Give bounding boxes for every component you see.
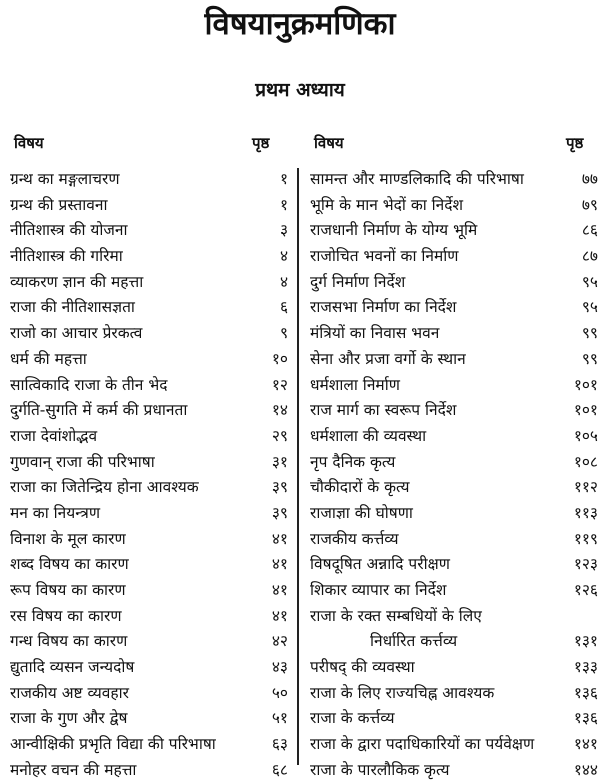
toc-entry — [310, 373, 598, 399]
entry-subject: विनाश के मूल कारण — [10, 529, 126, 548]
entry-page: १ — [279, 195, 288, 214]
entry-page: ९५ — [581, 298, 598, 317]
entry-page: ९५ — [581, 272, 598, 291]
entry-subject: राजा के लिए राज्यचिह्न आवश्यक — [310, 683, 495, 702]
entry-page: १२३ — [573, 555, 598, 574]
toc-entry — [10, 321, 288, 347]
entry-subject: सामन्त और माण्डलिकादि की परिभाषा — [310, 170, 524, 188]
toc-entry — [310, 732, 598, 758]
entry-subject: सात्विकादि राजा के तीन भेद — [10, 375, 168, 394]
entry-page: ७९ — [581, 195, 598, 214]
toc-entry — [10, 347, 288, 373]
toc-entry — [310, 295, 598, 321]
entry-subject: राजधानी निर्माण के योग्य भूमि — [310, 221, 478, 240]
toc-entry — [10, 655, 288, 681]
entry-subject: नृप दैनिक कृत्य — [310, 452, 396, 471]
toc-entry — [310, 604, 598, 630]
toc-entry — [10, 270, 288, 296]
entry-page: १२ — [271, 375, 288, 394]
column-divider — [297, 168, 299, 765]
entry-subject-continued: निर्धारित कर्त्तव्य — [370, 632, 458, 651]
entry-page: ४ — [279, 247, 288, 266]
toc-entry — [310, 552, 598, 578]
toc-entry — [10, 706, 288, 732]
entry-page: ९ — [279, 324, 288, 343]
entry-page: ३१ — [271, 452, 288, 471]
entry-subject: राजा का जितेन्द्रिय होना आवश्यक — [10, 478, 199, 497]
entry-subject: राजा के रक्त सम्बधियों के लिए — [310, 606, 482, 625]
toc-entry — [310, 244, 598, 270]
entry-subject: भूमि के मान भेदों का निर्देश — [310, 195, 464, 214]
entry-subject: गुणवान् राजा की परिभाषा — [10, 452, 155, 471]
entry-page: १०५ — [573, 426, 598, 445]
entry-subject: राजकीय कर्त्तव्य — [310, 529, 399, 548]
toc-entry — [310, 681, 598, 707]
entry-subject: शब्द विषय का कारण — [10, 555, 129, 574]
entry-subject: राजो का आचार प्रेरकत्व — [10, 324, 143, 343]
left-subject-header: विषय — [14, 134, 44, 152]
entry-page: ९९ — [581, 324, 598, 343]
entry-page: ४ — [279, 272, 288, 291]
toc-entry — [10, 629, 288, 655]
entry-subject: नीतिशास्त्र की गरिमा — [10, 247, 123, 266]
entry-page: ८६ — [581, 221, 598, 240]
toc-entry — [10, 295, 288, 321]
entry-subject: दुर्ग निर्माण निर्देश — [310, 272, 406, 291]
entry-subject: धर्मशाला निर्माण — [310, 375, 400, 394]
toc-entry — [10, 373, 288, 399]
entry-page: १३६ — [573, 683, 598, 702]
entry-page: ६८ — [271, 760, 288, 779]
entry-subject: धर्म की महत्ता — [10, 349, 87, 368]
entry-subject: रूप विषय का कारण — [10, 581, 126, 599]
entry-subject: राजा के कर्त्तव्य — [310, 709, 395, 728]
toc-entry — [310, 193, 598, 219]
toc-entry — [10, 424, 288, 450]
entry-page: १ — [279, 170, 288, 188]
entry-page: ४१ — [271, 555, 288, 574]
toc-entry — [310, 167, 598, 193]
entry-subject: गन्ध विषय का कारण — [10, 632, 128, 651]
toc-entry-continued — [310, 629, 598, 655]
toc-entry — [310, 475, 598, 501]
entry-page: १०१ — [573, 375, 598, 394]
entry-subject: राजा के गुण और द्वेष — [10, 709, 128, 728]
entry-page: ६३ — [271, 735, 288, 754]
entry-subject: शिकार व्यापार का निर्देश — [310, 581, 447, 599]
entry-page: ४१ — [271, 606, 288, 625]
left-page-header: पृष्ठ — [252, 134, 270, 152]
toc-entry — [10, 167, 288, 193]
entry-subject: नीतिशास्त्र की योजना — [10, 221, 128, 240]
entry-page: ४१ — [271, 581, 288, 599]
toc-entry — [310, 501, 598, 527]
entry-page: ५० — [271, 683, 288, 702]
toc-entry — [10, 218, 288, 244]
entry-page: ३९ — [271, 478, 288, 497]
entry-subject: राजाज्ञा की घोषणा — [310, 503, 413, 522]
left-column — [10, 167, 288, 784]
toc-entry — [10, 244, 288, 270]
entry-page: १३१ — [573, 632, 598, 651]
entry-subject: द्युतादि व्यसन जन्यदोष — [10, 658, 135, 677]
toc-entry — [310, 527, 598, 553]
entry-page: ४१ — [271, 529, 288, 548]
entry-subject: राजसभा निर्माण का निर्देश — [310, 298, 457, 317]
right-column — [310, 167, 598, 784]
entry-subject: राजा की नीतिशासज्ञता — [10, 298, 135, 317]
entry-page: ६ — [279, 298, 288, 317]
right-subject-header: विषय — [314, 134, 344, 152]
toc-entry — [10, 193, 288, 219]
page-title: विषयानुक्रमणिका — [204, 6, 396, 42]
chapter-heading: प्रथम अध्याय — [255, 79, 345, 101]
entry-page: ११३ — [573, 503, 598, 522]
entry-page: १३३ — [573, 658, 598, 677]
entry-page: ११२ — [573, 478, 598, 497]
entry-subject: मनोहर वचन की महत्ता — [10, 760, 137, 779]
toc-entry — [310, 424, 598, 450]
entry-page: १४१ — [573, 735, 598, 754]
right-page-header: पृष्ठ — [566, 134, 584, 152]
entry-subject: रस विषय का कारण — [10, 606, 122, 625]
toc-entry — [10, 450, 288, 476]
entry-subject: राजकीय अष्ट व्यवहार — [10, 683, 130, 702]
entry-page: ५१ — [271, 709, 288, 728]
toc-entry — [10, 527, 288, 553]
toc-entry — [310, 758, 598, 784]
entry-subject: आन्वीक्षिकी प्रभृति विद्या की परिभाषा — [10, 735, 216, 754]
entry-subject: दुर्गति-सुगति में कर्म की प्रधानता — [10, 401, 188, 420]
entry-subject: सेना और प्रजा वर्गो के स्थान — [310, 349, 466, 368]
entry-subject: परीषद् की व्यवस्था — [310, 658, 415, 677]
toc-entry — [310, 218, 598, 244]
toc-entry — [310, 321, 598, 347]
entry-subject: मन का नियन्त्रण — [10, 503, 101, 522]
entry-subject: राजा देवांशोद्भव — [10, 426, 98, 445]
entry-subject: व्याकरण ज्ञान की महत्ता — [10, 272, 144, 291]
entry-page: २९ — [271, 426, 288, 445]
toc-entry — [310, 347, 598, 373]
entry-page: १० — [271, 349, 288, 368]
toc-entry — [10, 475, 288, 501]
entry-page: ११९ — [573, 529, 598, 548]
entry-subject: धर्मशाला की व्यवस्था — [310, 426, 427, 445]
entry-page: १४ — [271, 401, 288, 420]
toc-entry — [10, 732, 288, 758]
entry-page: १०१ — [573, 401, 598, 420]
entry-subject: ग्रन्थ का मङ्गलाचरण — [10, 170, 120, 188]
toc-entry — [10, 758, 288, 784]
entry-subject: राजा के पारलौकिक कृत्य — [310, 760, 450, 779]
entry-page: ४३ — [271, 658, 288, 677]
entry-page: १०८ — [573, 452, 598, 471]
entry-page: ३९ — [271, 503, 288, 522]
entry-subject: राज मार्ग का स्वरूप निर्देश — [310, 401, 457, 420]
entry-subject: राजोचित भवनों का निर्माण — [310, 247, 459, 266]
toc-entry — [10, 681, 288, 707]
entry-page: ९९ — [581, 349, 598, 368]
entry-subject: चौकीदारों के कृत्य — [310, 478, 410, 497]
toc-entry — [310, 578, 598, 604]
entry-page: ८७ — [581, 247, 598, 266]
toc-entry — [310, 398, 598, 424]
toc-entry — [10, 501, 288, 527]
toc-entry — [10, 552, 288, 578]
toc-entry — [310, 270, 598, 296]
entry-subject: मंत्रियों का निवास भवन — [310, 324, 440, 343]
toc-entry — [10, 604, 288, 630]
entry-page: ७७ — [581, 170, 598, 188]
entry-page: १३६ — [573, 709, 598, 728]
toc-entry — [10, 398, 288, 424]
toc-entry — [10, 578, 288, 604]
entry-subject: ग्रन्थ की प्रस्तावना — [10, 195, 108, 214]
toc-entry — [310, 706, 598, 732]
entry-page: ३ — [279, 221, 288, 240]
entry-page: ४२ — [271, 632, 288, 651]
entry-subject: राजा के द्वारा पदाधिकारियों का पर्यवेक्षण — [310, 735, 535, 754]
toc-entry — [310, 655, 598, 681]
entry-subject: विषदूषित अन्नादि परीक्षण — [310, 555, 450, 574]
entry-page: १२६ — [573, 581, 598, 599]
entry-page: १४४ — [573, 760, 598, 779]
toc-entry — [310, 450, 598, 476]
